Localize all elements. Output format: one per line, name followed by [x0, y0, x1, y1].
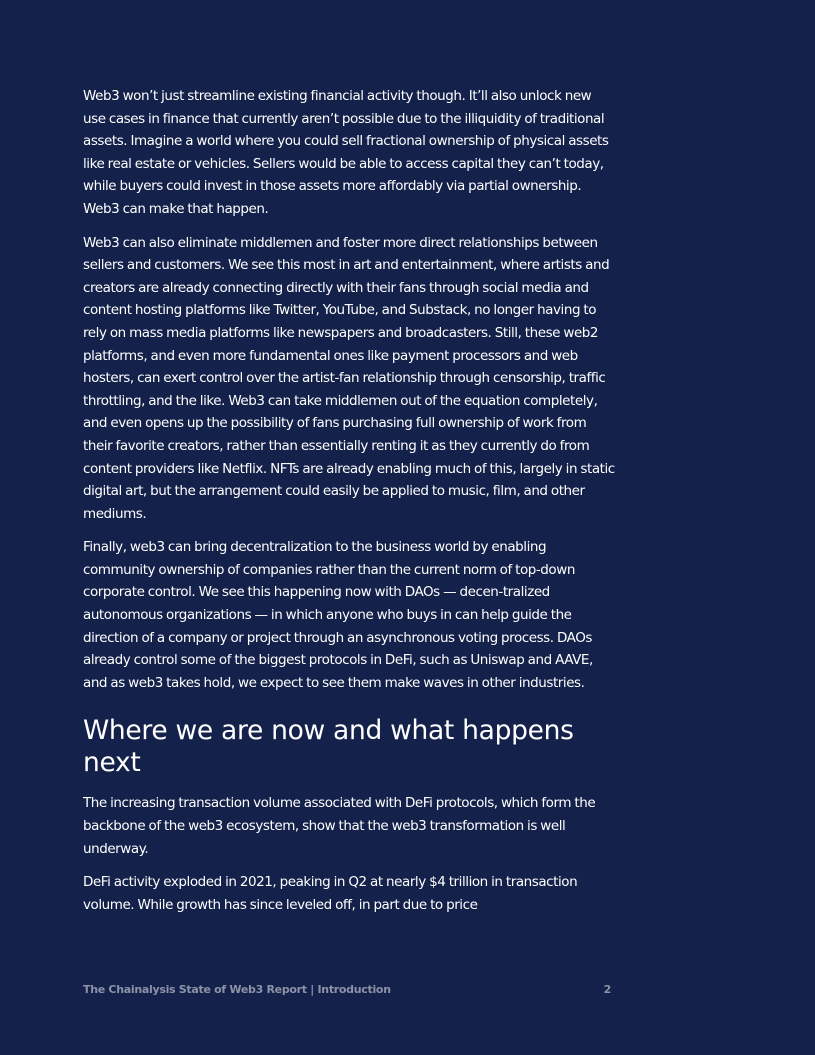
paragraph-decentralization-daos: Finally, web3 can bring decentralization to the business world by enabling community ownership of companies rather than the current norm of top-down corporate control. We see this happening now with DAOs — decen-tralized autonomous organizations — in which anyone who buys in can help guide the direction of a company or project through an asynchronous voting process. DAOs already control some of the biggest protocols in DeFi, such as Uniswap and AAVE, and as web3 takes hold, we expect to see them make waves in other industries. — [83, 539, 593, 691]
paragraph-fractional-ownership: Web3 won’t just streamline existing financial activity though. It’ll also unlock new use cases in finance that currently aren’t possible due to the illiquidity of traditional assets. Imagine a world where you could sell fractional ownership of physical assets like real estate or vehicles. Sellers would be able to access capital they can’t today, while buyers could invest in those assets more affordably via partial ownership. Web3 can make that happen. — [83, 88, 609, 217]
page-footer — [83, 983, 611, 996]
section-heading: Where we are now and what happens next — [83, 715, 574, 779]
page-number: 2 — [603, 983, 611, 996]
paragraph-defi-volume: The increasing transaction volume associated with DeFi protocols, which form the backbone of the web3 ecosystem, show that the web3 transformation is well underway. — [83, 795, 596, 857]
paragraph-defi-2021: DeFi activity exploded in 2021, peaking in Q2 at nearly $4 trillion in transaction volume. While growth has since leveled off, in part due to price — [83, 874, 578, 913]
footer-title: The Chainalysis State of Web3 Report | Introduction — [83, 983, 391, 996]
page-content — [83, 85, 615, 927]
paragraph-eliminate-middlemen: Web3 can also eliminate middlemen and foster more direct relationships between sellers and customers. We see this most in art and entertainment, where artists and creators are already connecting directly with their fans through social media and content hosting platforms like Twitter, YouTube, and Substack, no longer having to rely on mass media platforms like newspapers and broadcasters. Still, these web2 platforms, and even more fundamental ones like payment processors and web hosters, can exert control over the artist-fan relationship through censorship, traffic throttling, and the like. Web3 can take middlemen out of the equation completely, and even opens up the possibility of fans purchasing full ownership of work from their favorite creators, rather than essentially renting it as they currently do from content providers like Netflix. NFTs are already enabling much of this, largely in static digital art, but the arrangement could easily be applied to music, film, and other mediums. — [83, 234, 615, 522]
